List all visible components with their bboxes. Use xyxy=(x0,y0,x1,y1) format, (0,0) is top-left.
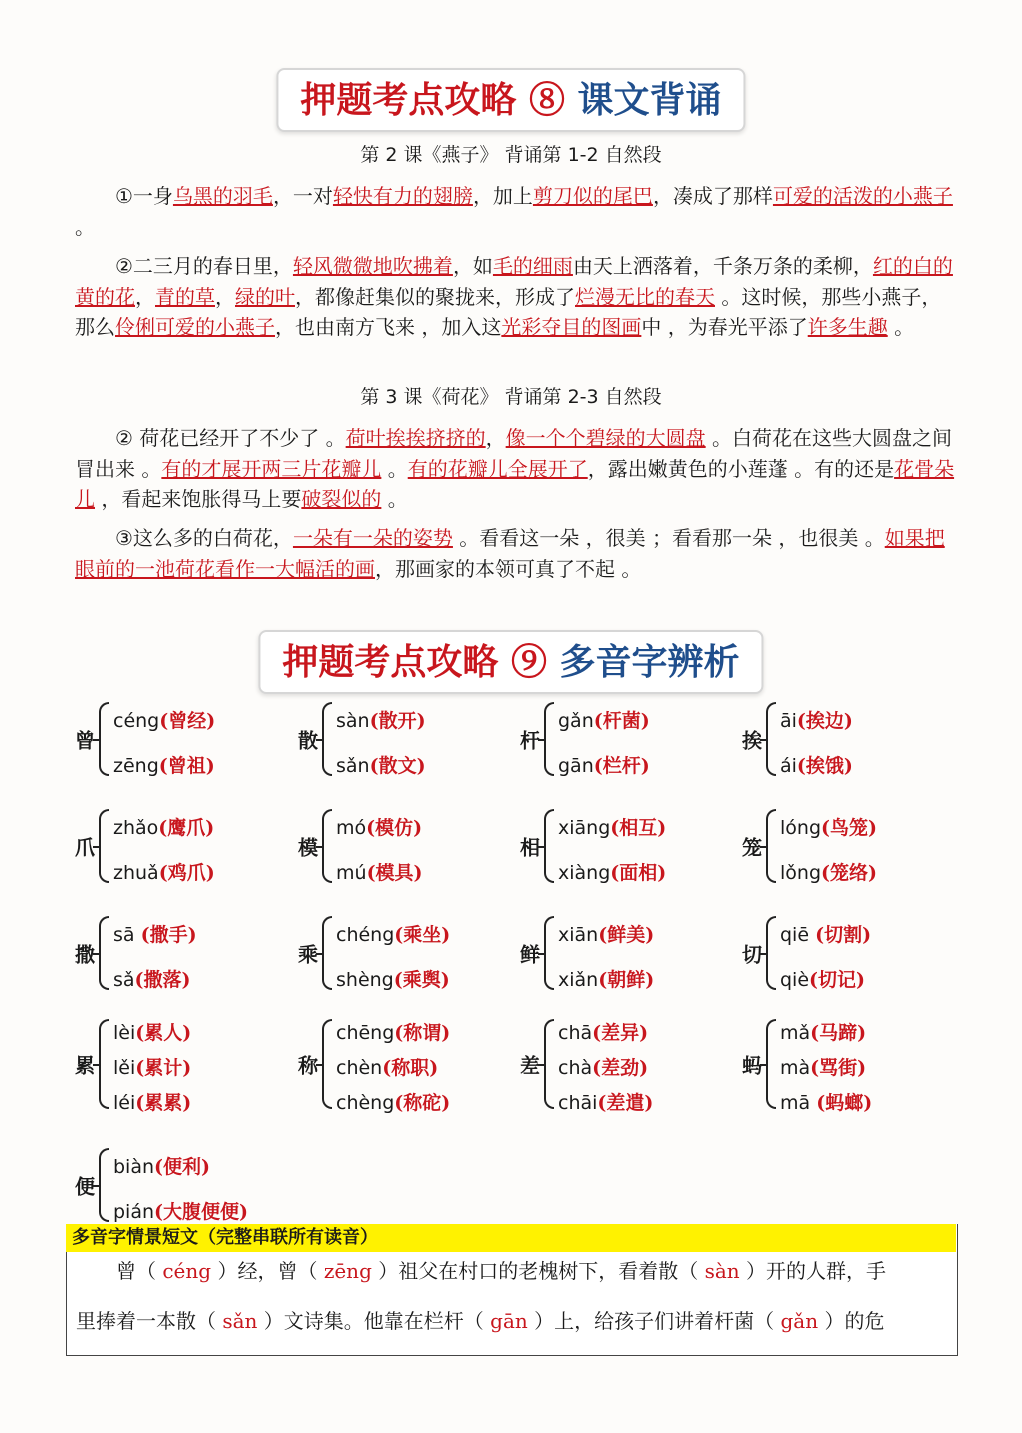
story-line-1 xyxy=(76,1245,946,1297)
key-phrase: 毛的细雨 xyxy=(492,254,573,278)
banner9-prefix: 押题考点攻略 xyxy=(282,641,499,683)
example-word: (相互) xyxy=(610,817,667,839)
example-word: (便利) xyxy=(154,1156,211,1178)
reading-row xyxy=(558,744,650,789)
example-word: (散开) xyxy=(369,710,426,732)
polyphone-char: 撒 xyxy=(75,942,95,967)
text-run: 由天上洒落着，千条万条的柔柳， xyxy=(572,254,873,278)
brace-icon xyxy=(766,809,776,883)
reading-row xyxy=(336,1016,450,1051)
polyphone-char: 相 xyxy=(520,835,540,860)
key-phrase: 红的白的黄的花 xyxy=(75,254,953,309)
example-word: (差遣) xyxy=(597,1092,654,1114)
pinyin: pián xyxy=(113,1201,155,1223)
pinyin: gǎn xyxy=(558,710,594,732)
example-word: (乘舆) xyxy=(393,969,450,991)
text-run: ①一身 xyxy=(115,184,173,208)
example-word: (切割) xyxy=(815,924,872,946)
polyphone-char: 杆 xyxy=(520,728,540,753)
pinyin: sàn xyxy=(336,710,370,732)
brace-icon xyxy=(322,702,332,776)
example-word: (鲜美) xyxy=(598,924,655,946)
text-run: ②二三月的春日里， xyxy=(115,254,293,278)
text-run: 曾（ xyxy=(76,1259,163,1283)
hehua-paragraph-3 xyxy=(75,523,955,584)
text-run: ，看起来饱胀得马上要 xyxy=(95,487,302,511)
polyphone-char: 蚂 xyxy=(742,1053,762,1078)
story-line-2 xyxy=(76,1295,946,1347)
key-phrase: 绿的叶 xyxy=(235,284,295,309)
lesson3-heading: 第 3 课《荷花》 背诵第 2-3 自然段 xyxy=(360,386,662,408)
text-run: ）祖父在村口的老槐树下，看着散（ xyxy=(371,1259,705,1283)
pinyin: lóng xyxy=(780,817,822,839)
reading-row xyxy=(780,1086,872,1121)
pinyin: chēng xyxy=(336,1022,395,1044)
example-word: (挨边) xyxy=(796,710,853,732)
reading-row xyxy=(780,851,877,896)
pinyin: sā xyxy=(113,924,141,946)
polyphone-char: 曾 xyxy=(75,728,95,753)
key-phrase: 一朵有一朵的姿势 xyxy=(292,526,453,550)
story-header: 多音字情景短文（完整串联所有读音） xyxy=(66,1224,956,1252)
text-run: ， xyxy=(135,284,155,309)
text-run: ，都像赶集似的聚拢来，形成了 xyxy=(295,284,575,309)
polyphone-char: 称 xyxy=(298,1053,318,1078)
brace-icon xyxy=(544,916,554,990)
brace-icon xyxy=(99,702,109,776)
brace-icon xyxy=(99,1019,109,1109)
reading-row xyxy=(113,1051,191,1086)
pinyin: mó xyxy=(336,817,367,839)
example-word: (笼络) xyxy=(821,862,877,884)
text-run: 。 xyxy=(75,214,95,239)
banner8-topic: 课文背诵 xyxy=(577,79,722,121)
example-word: (累累) xyxy=(135,1092,192,1114)
pinyin: mā xyxy=(780,1092,817,1114)
example-word: (模仿) xyxy=(366,817,423,839)
polyphone-char: 笼 xyxy=(742,835,762,860)
pinyin-answer: sàn xyxy=(704,1259,740,1283)
reading-list xyxy=(780,806,877,896)
key-phrase: 可爱的活泼的小燕子 xyxy=(772,184,953,208)
reading-list xyxy=(336,806,423,896)
reading-row xyxy=(558,913,654,958)
reading-list xyxy=(336,699,426,789)
pinyin-answer: sǎn xyxy=(222,1309,258,1333)
reading-row xyxy=(558,958,654,1003)
reading-list xyxy=(780,913,871,1003)
example-word: (称砣) xyxy=(394,1092,451,1114)
text-run: ）文诗集。他靠在栏杆（ xyxy=(257,1309,491,1333)
text-run: 。这时候，那些小燕子，那么 xyxy=(75,284,942,339)
key-phrase: 乌黑的羽毛 xyxy=(172,184,273,208)
key-phrase: 剪刀似的尾巴 xyxy=(532,184,653,208)
key-phrase: 轻风微微地吹拂着 xyxy=(292,254,453,278)
brace-icon xyxy=(544,809,554,883)
section8-banner xyxy=(276,68,745,132)
pinyin: mǎ xyxy=(780,1022,811,1044)
example-word: (鸡爪) xyxy=(158,862,215,884)
text-run: ③这么多的白荷花， xyxy=(115,526,293,550)
reading-row xyxy=(336,958,450,1003)
reading-row xyxy=(780,806,877,851)
pinyin: shèng xyxy=(336,969,394,991)
reading-list xyxy=(336,913,450,1003)
pinyin: céng xyxy=(113,710,160,732)
pinyin: gān xyxy=(558,755,594,777)
reading-row xyxy=(558,699,650,744)
key-phrase: 烂漫无比的春天 xyxy=(575,284,715,309)
text-run: ）的危 xyxy=(818,1309,885,1333)
pinyin: ái xyxy=(780,755,797,777)
reading-list xyxy=(558,913,654,1003)
reading-row xyxy=(113,699,215,744)
brace-icon xyxy=(322,809,332,883)
pinyin: léi xyxy=(113,1092,136,1114)
pinyin: sǎn xyxy=(336,755,370,777)
polyphone-char: 模 xyxy=(298,835,318,860)
text-run: ， xyxy=(485,426,506,450)
example-word: (鹰爪) xyxy=(158,817,215,839)
pinyin: chā xyxy=(558,1022,593,1044)
reading-row xyxy=(336,699,426,744)
reading-row xyxy=(336,1086,450,1121)
hehua-paragraph-2 xyxy=(75,423,955,515)
pinyin: qiè xyxy=(780,969,810,991)
text-run: ）上，给孩子们讲着杆菌（ xyxy=(527,1309,781,1333)
reading-row xyxy=(336,913,450,958)
reading-list xyxy=(336,1016,450,1121)
reading-list xyxy=(558,699,650,789)
pinyin: xiàng xyxy=(558,862,611,884)
key-phrase: 荷叶挨挨挤挤的 xyxy=(345,426,486,450)
reading-list xyxy=(113,1145,248,1235)
reading-row xyxy=(113,1086,191,1121)
reading-row xyxy=(780,1016,872,1051)
key-phrase: 有的花瓣儿全展开了 xyxy=(407,456,588,481)
reading-row xyxy=(780,958,871,1003)
banner8-prefix: 押题考点攻略 xyxy=(300,79,517,121)
reading-row xyxy=(113,958,197,1003)
example-word: (骂街) xyxy=(810,1057,867,1079)
pinyin: sǎ xyxy=(113,969,135,991)
brace-icon xyxy=(544,1019,554,1109)
polyphone-char: 累 xyxy=(75,1053,95,1078)
text-run: 。 xyxy=(381,487,408,511)
example-word: (曾经) xyxy=(159,710,216,732)
pinyin: lǒng xyxy=(780,862,822,884)
pinyin: āi xyxy=(780,710,797,732)
reading-row xyxy=(558,1051,653,1086)
reading-list xyxy=(113,1016,191,1121)
reading-row xyxy=(113,851,215,896)
pinyin: chèn xyxy=(336,1057,383,1079)
polyphone-char: 乘 xyxy=(298,942,318,967)
example-word: (差劲) xyxy=(592,1057,649,1079)
example-word: (曾祖) xyxy=(158,755,215,777)
pinyin: chāi xyxy=(558,1092,598,1114)
pinyin: qiē xyxy=(780,924,816,946)
example-word: (乘坐) xyxy=(394,924,451,946)
key-phrase: 许多生趣 xyxy=(807,315,888,339)
polyphone-char: 爪 xyxy=(75,835,95,860)
text-run: ，加上 xyxy=(472,184,533,208)
example-word: (蚂螂) xyxy=(816,1092,873,1114)
reading-row xyxy=(558,1086,653,1121)
example-word: (累计) xyxy=(135,1057,192,1079)
brace-icon xyxy=(99,916,109,990)
pinyin: xiǎn xyxy=(558,969,599,991)
brace-icon xyxy=(544,702,554,776)
pinyin: zhuǎ xyxy=(113,862,159,884)
example-word: (称职) xyxy=(382,1057,439,1079)
example-word: (模具) xyxy=(366,862,423,884)
brace-icon xyxy=(766,916,776,990)
example-word: (散文) xyxy=(369,755,426,777)
key-phrase: 伶俐可爱的小燕子 xyxy=(115,315,275,339)
reading-list xyxy=(558,1016,653,1121)
pinyin: mà xyxy=(780,1057,811,1079)
banner8-number: ⑧ xyxy=(528,79,566,121)
yanzi-paragraph-1 xyxy=(75,181,955,242)
example-word: (面相) xyxy=(610,862,667,884)
text-run: ，也由南方飞来 ，加入这 xyxy=(275,315,502,339)
reading-row xyxy=(113,1145,248,1190)
text-run: ，凑成了那样 xyxy=(652,184,773,208)
reading-row xyxy=(780,913,871,958)
example-word: (差异) xyxy=(592,1022,649,1044)
key-phrase: 像一个个碧绿的大圆盘 xyxy=(505,426,706,450)
reading-list xyxy=(113,699,215,789)
brace-icon xyxy=(766,702,776,776)
key-phrase: 有的才展开两三片花瓣儿 xyxy=(161,456,382,481)
pinyin-answer: céng xyxy=(162,1259,212,1283)
polyphone-char: 差 xyxy=(520,1053,540,1078)
reading-row xyxy=(336,1051,450,1086)
reading-row xyxy=(336,806,423,851)
banner9-topic: 多音字辨析 xyxy=(559,641,740,683)
pinyin: mú xyxy=(336,862,367,884)
example-word: (累人) xyxy=(135,1022,192,1044)
reading-row xyxy=(780,1051,872,1086)
reading-row xyxy=(780,744,853,789)
pinyin: zhǎo xyxy=(113,817,159,839)
reading-row xyxy=(558,1016,653,1051)
pinyin: xiān xyxy=(558,924,599,946)
reading-row xyxy=(558,806,666,851)
reading-row xyxy=(113,913,197,958)
key-phrase: 如果把眼前的一池荷花看作一大幅活的画 xyxy=(75,526,945,581)
pinyin-answer: gǎn xyxy=(780,1309,819,1333)
text-run: 里捧着一本散（ xyxy=(76,1309,223,1333)
brace-icon xyxy=(322,916,332,990)
pinyin: lěi xyxy=(113,1057,136,1079)
brace-icon xyxy=(322,1019,332,1109)
polyphone-char: 散 xyxy=(298,728,318,753)
polyphone-char: 鲜 xyxy=(520,942,540,967)
key-phrase: 花骨朵儿 xyxy=(75,456,955,511)
text-run: 。看看这一朵 ，很美 ；看看那一朵 ，也很美 。 xyxy=(452,526,885,550)
pinyin-answer: gān xyxy=(490,1309,528,1333)
pinyin: chèng xyxy=(336,1092,395,1114)
example-word: (撒落) xyxy=(134,969,191,991)
example-word: (朝鲜) xyxy=(598,969,655,991)
reading-row xyxy=(336,744,426,789)
text-run: 中 ，为春光平添了 xyxy=(641,315,808,339)
key-phrase: 破裂似的 xyxy=(301,487,382,511)
text-run: 。白荷花在这些大圆盘之间冒出来 。 xyxy=(75,426,953,481)
reading-row xyxy=(113,1016,191,1051)
text-run: ）开的人群，手 xyxy=(739,1259,887,1283)
pinyin: chéng xyxy=(336,924,395,946)
reading-row xyxy=(336,851,423,896)
lesson2-heading: 第 2 课《燕子》 背诵第 1-2 自然段 xyxy=(360,144,662,166)
example-word: (栏杆) xyxy=(593,755,650,777)
section9-banner xyxy=(258,630,763,694)
reading-list xyxy=(113,806,215,896)
polyphone-char: 挨 xyxy=(742,728,762,753)
example-word: (切记) xyxy=(809,969,866,991)
yanzi-paragraph-2 xyxy=(75,251,955,343)
reading-list xyxy=(558,806,666,896)
example-word: (撒手) xyxy=(140,924,197,946)
polyphone-char: 便 xyxy=(75,1174,95,1199)
text-run: 。 xyxy=(381,456,408,481)
reading-list xyxy=(780,699,853,789)
reading-row xyxy=(558,851,666,896)
reading-row xyxy=(113,806,215,851)
brace-icon xyxy=(99,1148,109,1222)
key-phrase: 轻快有力的翅膀 xyxy=(332,184,473,208)
pinyin-answer: zēng xyxy=(323,1259,372,1283)
reading-row xyxy=(780,699,853,744)
example-word: (杆菌) xyxy=(593,710,650,732)
polyphone-char: 切 xyxy=(742,942,762,967)
reading-row xyxy=(113,744,215,789)
pinyin: lèi xyxy=(113,1022,136,1044)
example-word: (称谓) xyxy=(394,1022,451,1044)
pinyin: chà xyxy=(558,1057,593,1079)
pinyin: xiāng xyxy=(558,817,611,839)
example-word: (鸟笼) xyxy=(821,817,877,839)
text-run: ，那画家的本领可真了不起 。 xyxy=(375,556,642,581)
banner9-number: ⑨ xyxy=(510,641,548,683)
key-phrase: 青的草 xyxy=(155,284,215,309)
text-run: 。 xyxy=(887,315,915,339)
text-run: ，如 xyxy=(452,254,493,278)
brace-icon xyxy=(99,809,109,883)
key-phrase: 光彩夺目的图画 xyxy=(501,315,642,339)
text-run: ② 荷花已经开了不少了 。 xyxy=(115,426,346,450)
example-word: (挨饿) xyxy=(796,755,853,777)
reading-list xyxy=(113,913,197,1003)
brace-icon xyxy=(766,1019,776,1109)
text-run: ，露出嫩黄色的小莲蓬 。有的还是 xyxy=(587,456,895,481)
text-run: ，一对 xyxy=(272,184,333,208)
text-run: ， xyxy=(215,284,235,309)
pinyin: zēng xyxy=(113,755,159,777)
text-run: ）经，曾（ xyxy=(211,1259,324,1283)
example-word: (大腹便便) xyxy=(154,1201,249,1223)
example-word: (马蹄) xyxy=(810,1022,867,1044)
reading-list xyxy=(780,1016,872,1121)
pinyin: biàn xyxy=(113,1156,155,1178)
